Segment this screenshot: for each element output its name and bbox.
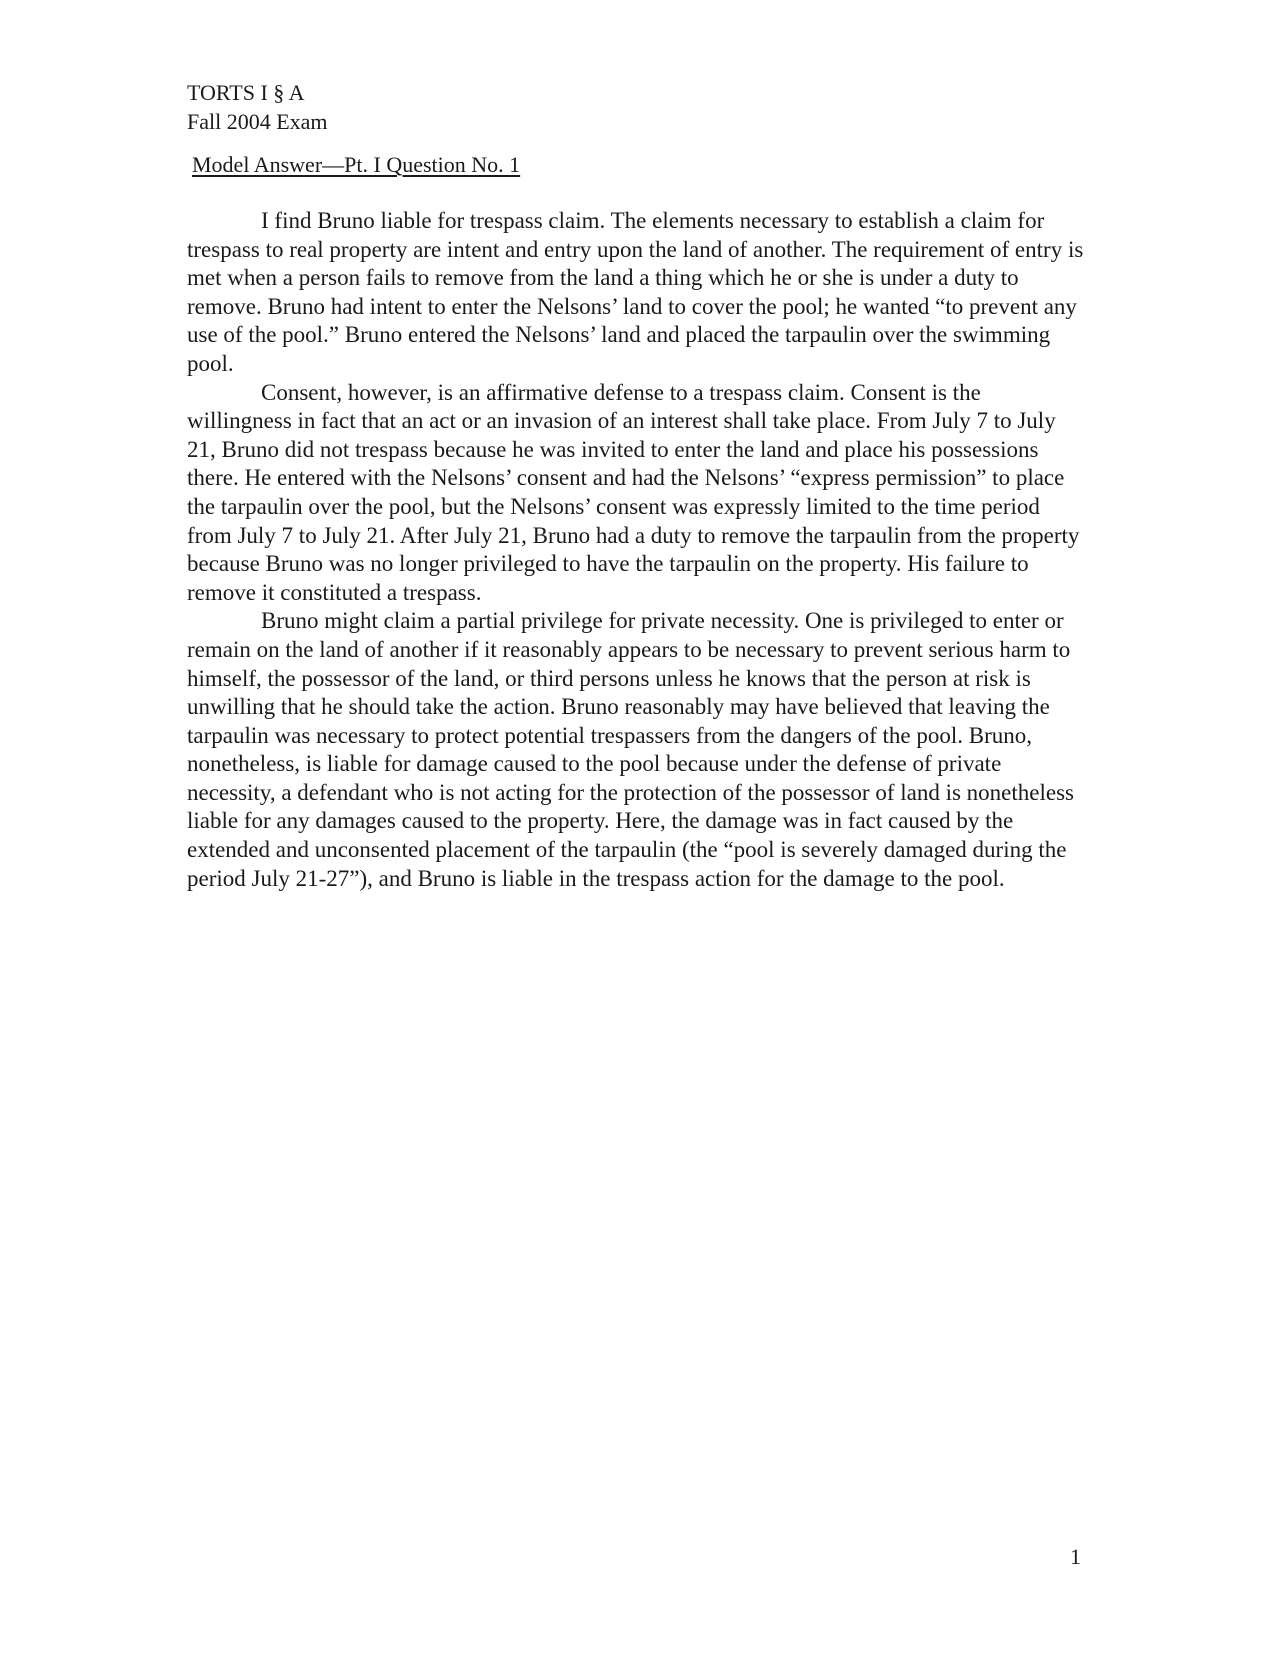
paragraph-trespass-elements: I find Bruno liable for trespass claim. The elements necessary to establish a claim for trespass to real property are intent and entry upon the land of another. The requirement of entry is met when a person fails to remove from the land a thing which he or she is under a duty to remove. Bruno had intent to enter the Nelsons’ land to cover the pool; he wanted “to prevent any use of the pool.” Bruno entered the Nelsons’ land and placed the tarpaulin over the swimming pool. bbox=[187, 208, 1084, 376]
paragraph-consent-defense: Consent, however, is an affirmative defense to a trespass claim. Consent is the willingness in fact that an act or an invasion of an interest shall take place. From July 7 to July 21, Bruno did not trespass because he was invited to enter the land and place his possessions there. He entered with the Nelsons’ consent and had the Nelsons’ “express permission” to place the tarpaulin over the pool, but the Nelsons’ consent was expressly limited to the time period from July 7 to July 21. After July 21, Bruno had a duty to remove the tarpaulin from the property because Bruno was no longer privileged to have the tarpaulin on the property. His failure to remove it constituted a trespass. bbox=[187, 379, 1080, 605]
course-title: TORTS I § A bbox=[187, 80, 305, 105]
document-header bbox=[187, 78, 328, 136]
answer-title: Model Answer—Pt. I Question No. 1 bbox=[192, 152, 521, 177]
page-number: 1 bbox=[1070, 1544, 1081, 1569]
exam-term: Fall 2004 Exam bbox=[187, 109, 328, 134]
paragraph-private-necessity: Bruno might claim a partial privilege for private necessity. One is privileged to enter or remain on the land of another if it reasonably appears to be necessary to prevent serious harm to himself, the possessor of the land, or third persons unless he knows that the person at risk is unwilling that he should take the action. Bruno reasonably may have believed that leaving the tarpaulin was necessary to protect potential trespassers from the dangers of the pool. Bruno, nonetheless, is liable for damage caused to the pool because under the defense of private necessity, a defendant who is not acting for the protection of the possessor of land is nonetheless liable for any damages caused to the property. Here, the damage was in fact caused by the extended and unconsented placement of the tarpaulin (the “pool is severely damaged during the period July 21-27”), and Bruno is liable in the trespass action for the damage to the pool. bbox=[187, 608, 1074, 891]
answer-body bbox=[187, 207, 1087, 893]
